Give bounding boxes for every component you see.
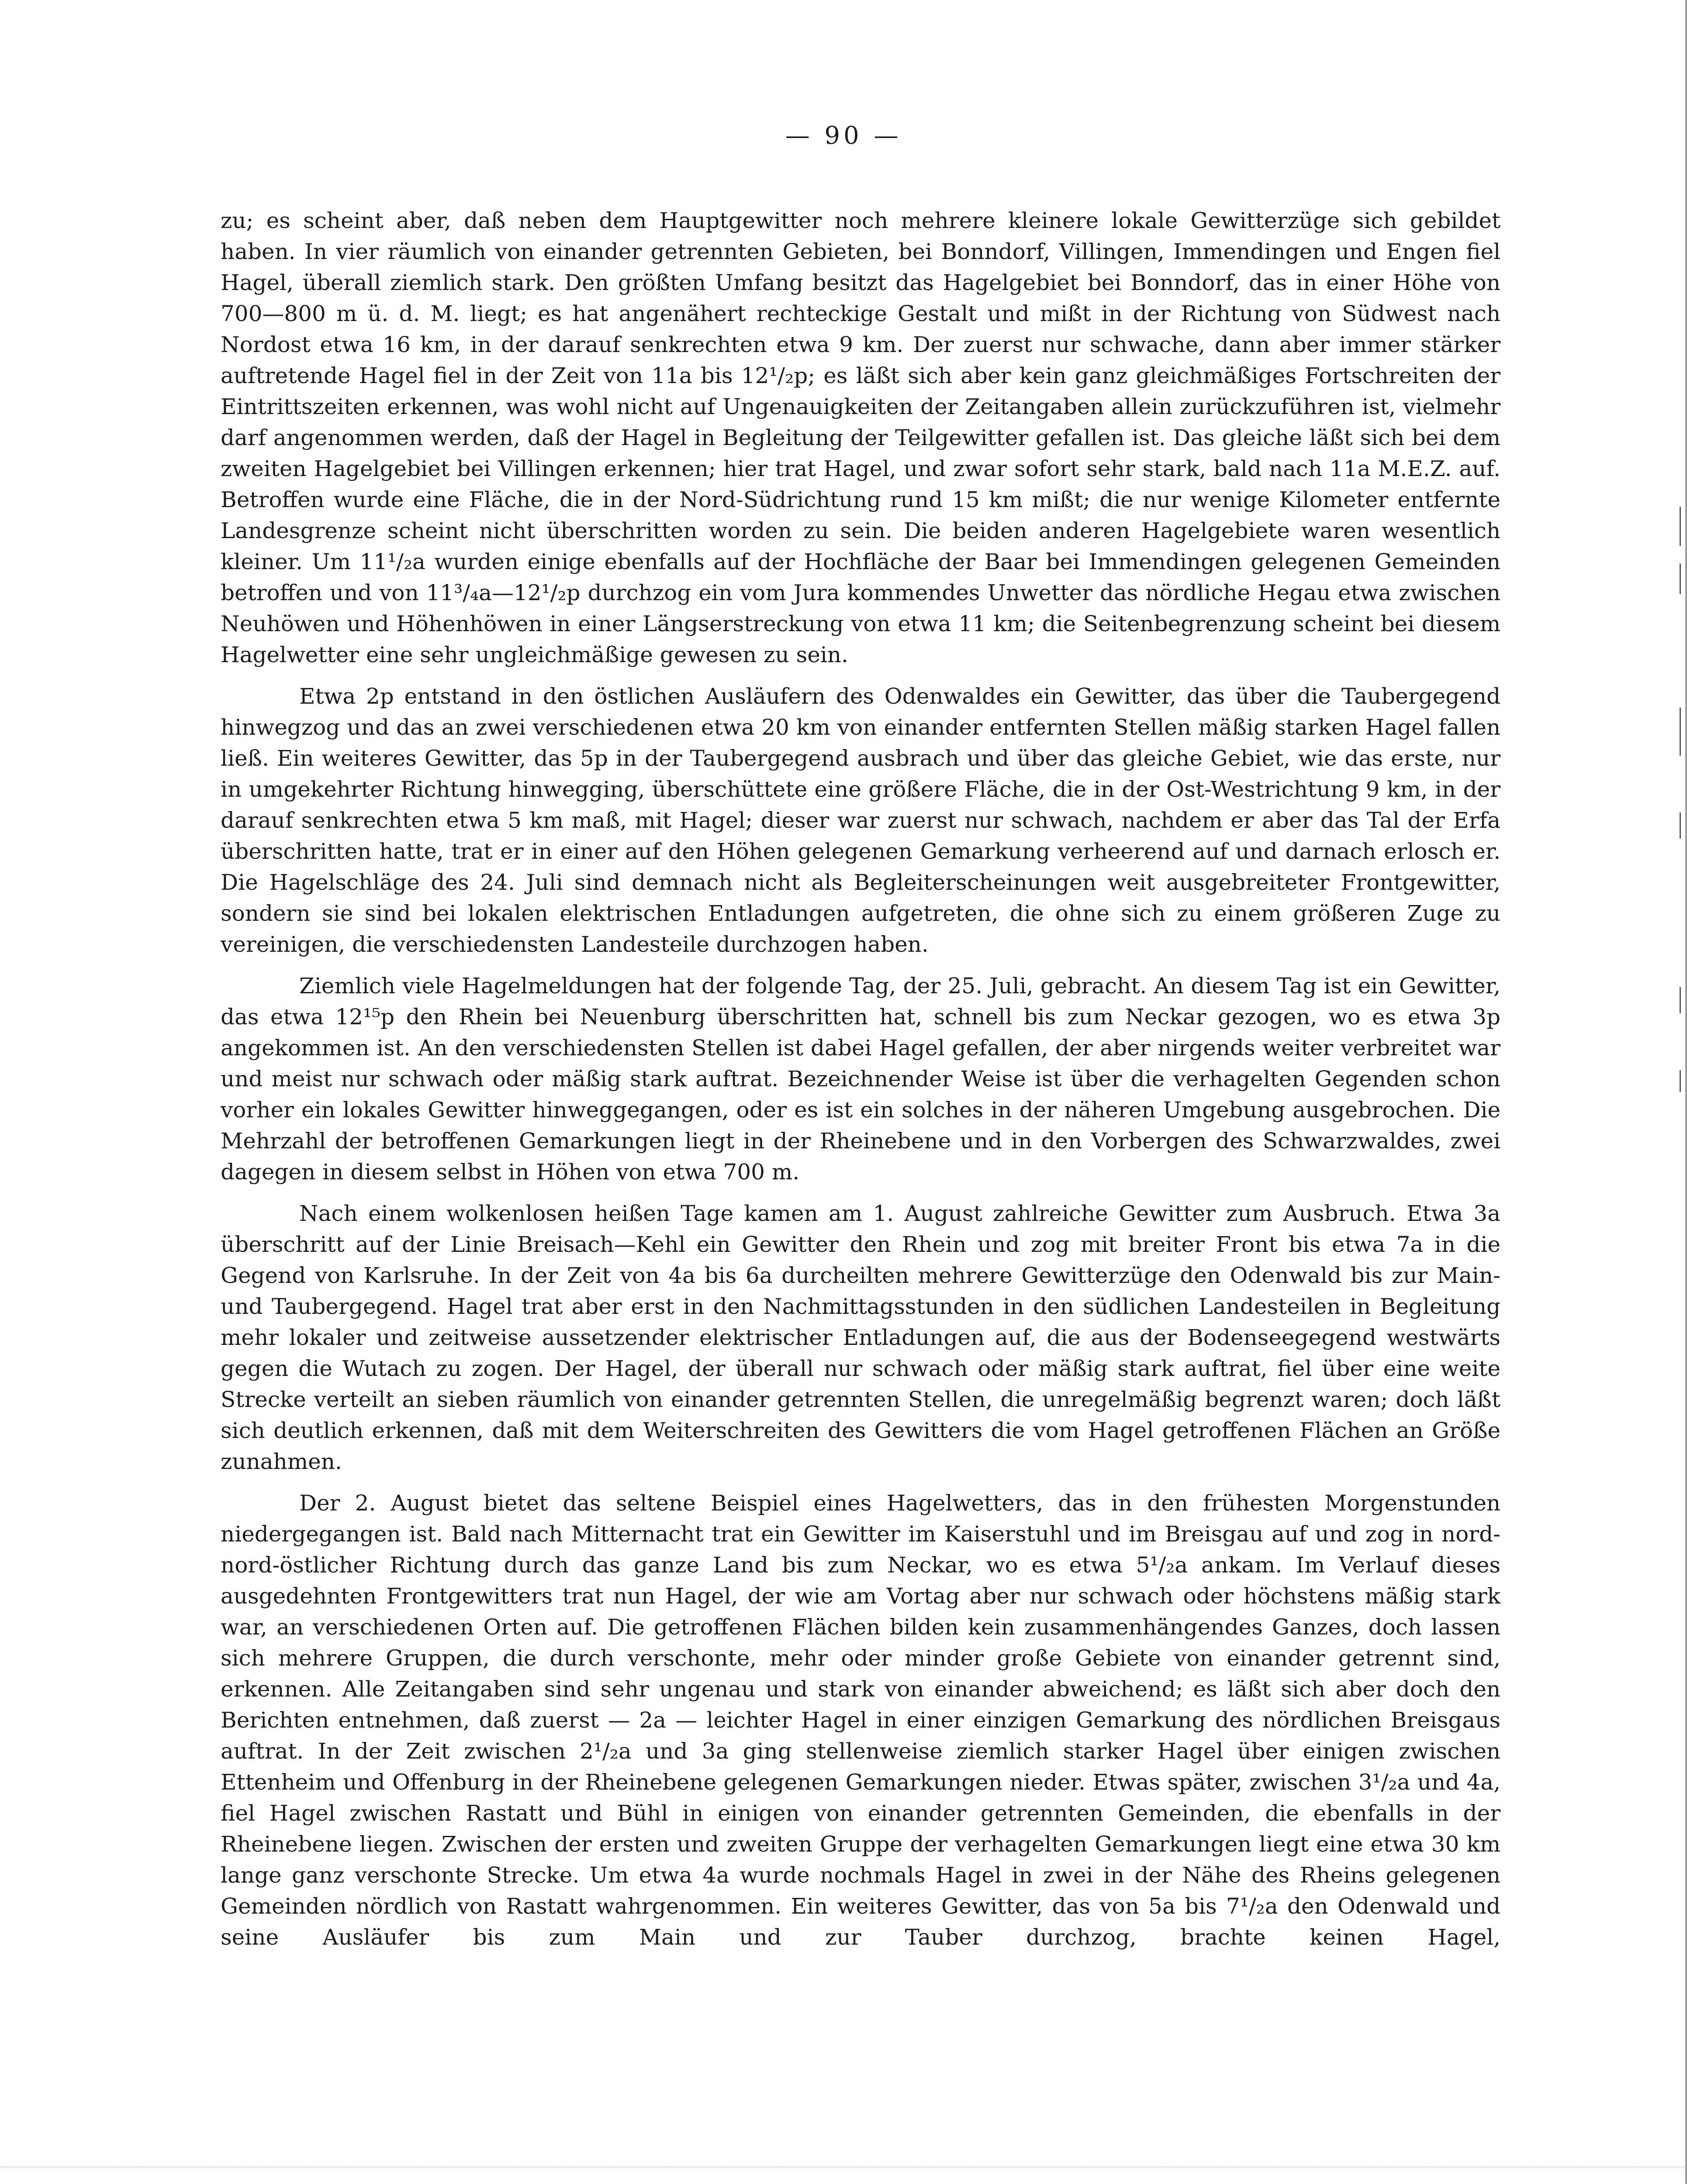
scan-edge	[1685, 0, 1687, 2184]
margin-mark	[1680, 563, 1681, 594]
margin-mark	[1680, 1070, 1681, 1092]
paragraph-1: zu; es scheint aber, daß neben dem Hauptgewitter noch mehrere kleinere lokale Gewitterzüge sich gebildet haben. In vier räumlich von einander getrennten Gebieten, bei Bonndorf, Villingen, Immendingen und Engen fiel Hagel, überall ziemlich stark. Den größten Umfang besitzt das Hagelgebiet bei Bonndorf, das in einer Höhe von 700—800 m ü. d. M. liegt; es hat angenähert rechteckige Gestalt und mißt in der Richtung von Südwest nach Nordost etwa 16 km, in der darauf senkrechten etwa 9 km. Der zuerst nur schwache, dann aber immer stärker auftretende Hagel fiel in der Zeit von 11a bis 12¹/₂p; es läßt sich aber kein ganz gleichmäßiges Fortschreiten der Eintrittszeiten erkennen, was wohl nicht auf Ungenauigkeiten der Zeitangaben allein zurückzuführen ist, vielmehr darf angenommen werden, daß der Hagel in Begleitung der Teilgewitter gefallen ist. Das gleiche läßt sich bei dem zweiten Hagelgebiet bei Villingen erkennen; hier trat Hagel, und zwar sofort sehr stark, bald nach 11a M.E.Z. auf. Betroffen wurde eine Fläche, die in der Nord-Südrichtung rund 15 km mißt; die nur wenige Kilometer entfernte Landesgrenze scheint nicht überschritten worden zu sein. Die beiden anderen Hagelgebiete waren wesentlich kleiner. Um 11¹/₂a wurden einige ebenfalls auf der Hochfläche der Baar bei Immendingen gelegenen Gemeinden betroffen und von 11³/₄a—12¹/₂p durchzog ein vom Jura kommendes Unwetter das nördliche Hegau etwa zwischen Neuhöwen und Höhenhöwen in einer Längserstreckung von etwa 11 km; die Seitenbegrenzung scheint bei diesem Hagelwetter eine sehr ungleichmäßige gewesen zu sein.	[221, 208, 1500, 667]
body-text	[221, 205, 1500, 1963]
paragraph-2: Etwa 2p entstand in den östlichen Ausläufern des Odenwaldes ein Gewitter, das über die Taubergegend hinwegzog und das an zwei verschiedenen etwa 20 km von einander entfernten Stellen mäßig starken Hagel fallen ließ. Ein weiteres Gewitter, das 5p in der Taubergegend ausbrach und über das gleiche Gebiet, wie das erste, nur in umgekehrter Richtung hinwegging, überschüttete eine größere Fläche, die in der Ost-Westrichtung 9 km, in der darauf senkrechten etwa 5 km maß, mit Hagel; dieser war zuerst nur schwach, nachdem er aber das Tal der Erfa überschritten hatte, trat er in einer auf den Höhen gelegenen Gemarkung verheerend auf und darnach erlosch er. Die Hagelschläge des 24. Juli sind demnach nicht als Begleiterscheinungen weit ausgebreiteter Frontgewitter, sondern sie sind bei lokalen elektrischen Entladungen aufgetreten, die ohne sich zu einem größeren Zuge zu vereinigen, die verschiedensten Landesteile durchzogen haben.	[221, 684, 1500, 957]
page-number: — 90 —	[785, 121, 902, 150]
margin-mark	[1680, 987, 1681, 1013]
paragraph-5: Der 2. August bietet das seltene Beispiel eines Hagelwetters, das in den frühesten Morgenstunden niedergegangen ist. Bald nach Mitternacht trat ein Gewitter im Kaiserstuhl und im Breisgau auf und zog in nord-nord-östlicher Richtung durch das ganze Land bis zum Neckar, wo es etwa 5¹/₂a ankam. Im Verlauf dieses ausgedehnten Frontgewitters trat nun Hagel, der wie am Vortag aber nur schwach oder höchstens mäßig stark war, an verschiedenen Orten auf. Die getroffenen Flächen bilden kein zusammenhängendes Ganzes, doch lassen sich mehrere Gruppen, die durch verschonte, mehr oder minder große Gebiete von einander getrennt sind, erkennen. Alle Zeitangaben sind sehr ungenau und stark von einander abweichend; es läßt sich aber doch den Berichten entnehmen, daß zuerst — 2a — leichter Hagel in einer einzigen Gemarkung des nördlichen Breisgaus auftrat. In der Zeit zwischen 2¹/₂a und 3a ging stellenweise ziemlich starker Hagel über einigen zwischen Ettenheim und Offenburg in der Rheinebene gelegenen Gemarkungen nieder. Etwas später, zwischen 3¹/₂a und 4a, fiel Hagel zwischen Rastatt und Bühl in einigen von einander getrennten Gemeinden, die ebenfalls in der Rheinebene liegen. Zwischen der ersten und zweiten Gruppe der verhagelten Gemarkungen liegt eine etwa 30 km lange ganz verschonte Strecke. Um etwa 4a wurde nochmals Hagel in zwei in der Nähe des Rheins gelegenen Gemeinden nördlich von Rastatt wahrgenommen. Ein weiteres Gewitter, das von 5a bis 7¹/₂a den Odenwald und seine Ausläufer bis zum Main und zur Tauber durchzog, brachte keinen Hagel,	[221, 1490, 1500, 1950]
margin-mark	[1680, 708, 1681, 756]
paragraph-4: Nach einem wolkenlosen heißen Tage kamen am 1. August zahlreiche Gewitter zum Ausbruch. Etwa 3a überschritt auf der Linie Breisach—Kehl ein Gewitter den Rhein und zog mit breiter Front bis etwa 7a in die Gegend von Karlsruhe. In der Zeit von 4a bis 6a durcheilten mehrere Gewitterzüge den Odenwald bis zur Main- und Taubergegend. Hagel trat aber erst in den Nachmittagsstunden in den südlichen Landesteilen in Begleitung mehr lokaler und zeitweise aussetzender elektrischer Entladungen auf, die aus der Bodenseegegend westwärts gegen die Wutach zu zogen. Der Hagel, der überall nur schwach oder mäßig stark auftrat, fiel über eine weite Strecke verteilt an sieben räumlich von einander getrennten Stellen, die unregelmäßig begrenzt waren; doch läßt sich deutlich erkennen, daß mit dem Weiterschreiten des Gewitters die vom Hagel getroffenen Flächen an Größe zunahmen.	[221, 1201, 1500, 1474]
margin-mark	[1680, 812, 1681, 839]
margin-mark	[1680, 507, 1681, 546]
scan-bottom-edge	[0, 2167, 1687, 2171]
paragraph-3: Ziemlich viele Hagelmeldungen hat der folgende Tag, der 25. Juli, gebracht. An diesem Tag ist ein Gewitter, das etwa 12¹⁵p den Rhein bei Neuenburg überschritten hat, schnell bis zum Neckar gezogen, wo es etwa 3p angekommen ist. An den verschiedensten Stellen ist dabei Hagel gefallen, der aber nirgends weiter verbreitet war und meist nur schwach oder mäßig stark auftrat. Bezeichnender Weise ist über die verhagelten Gegenden schon vorher ein lokales Gewitter hinweggegangen, oder es ist ein solches in der näheren Umgebung ausgebrochen. Die Mehrzahl der betroffenen Gemarkungen liegt in der Rheinebene und in den Vorbergen des Schwarzwaldes, zwei dagegen in diesem selbst in Höhen von etwa 700 m.	[221, 973, 1500, 1185]
